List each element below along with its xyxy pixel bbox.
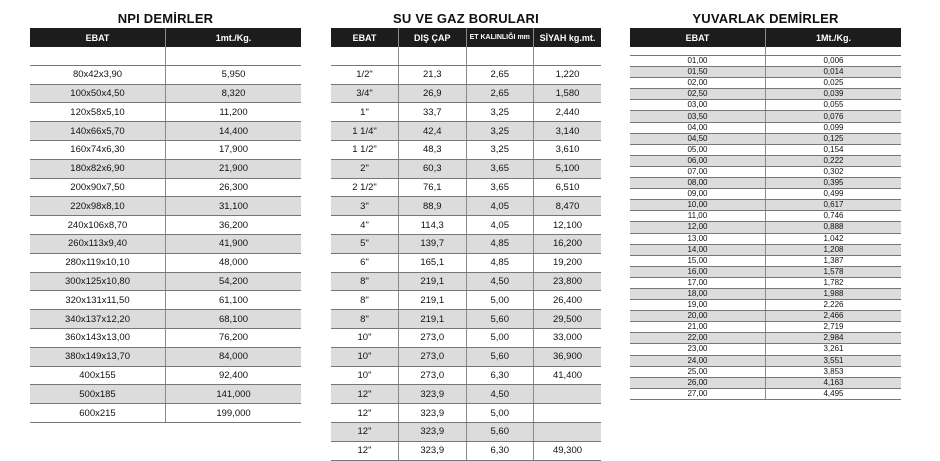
yuv-cell: 2,226	[766, 300, 902, 311]
yuv-header-weight: 1Mt./Kg.	[766, 28, 902, 47]
table-row	[630, 122, 901, 133]
npi-cell: 41,900	[166, 234, 302, 253]
table-row	[331, 103, 601, 122]
su-cell: 2"	[331, 159, 399, 178]
su-spacer-cell	[534, 47, 602, 65]
table-row	[30, 159, 301, 178]
npi-cell: 31,100	[166, 197, 302, 216]
yuv-cell: 16,00	[630, 266, 766, 277]
yuv-cell: 1,988	[766, 288, 902, 299]
table-row	[630, 133, 901, 144]
su-cell: 219,1	[399, 310, 467, 329]
yuv-header-row	[630, 28, 901, 47]
yuv-cell: 0,746	[766, 211, 902, 222]
su-spacer-cell	[466, 47, 534, 65]
yuv-cell: 15,00	[630, 255, 766, 266]
npi-cell: 17,900	[166, 140, 302, 159]
table-row	[30, 197, 301, 216]
su-cell: 323,9	[399, 404, 467, 423]
table-row	[30, 103, 301, 122]
su-cell: 5,00	[466, 291, 534, 310]
table-row	[630, 211, 901, 222]
su-cell: 219,1	[399, 272, 467, 291]
su-cell: 33,7	[399, 103, 467, 122]
yuv-cell: 25,00	[630, 366, 766, 377]
table-row	[630, 111, 901, 122]
yuv-cell: 04,50	[630, 133, 766, 144]
table-row	[630, 89, 901, 100]
su-cell: 1"	[331, 103, 399, 122]
table-row	[331, 347, 601, 366]
npi-table	[30, 28, 301, 423]
yuv-cell: 23,00	[630, 344, 766, 355]
yuv-cell: 3,551	[766, 355, 902, 366]
table-row	[630, 311, 901, 322]
su-cell: 8"	[331, 272, 399, 291]
yuv-body	[630, 47, 901, 399]
npi-cell: 360x143x13,00	[30, 328, 166, 347]
yuv-table	[630, 28, 901, 400]
table-row	[30, 234, 301, 253]
yuv-cell: 0,025	[766, 78, 902, 89]
yuv-cell: 22,00	[630, 333, 766, 344]
yuv-cell: 03,50	[630, 111, 766, 122]
yuv-cell: 11,00	[630, 211, 766, 222]
yuv-cell: 21,00	[630, 322, 766, 333]
table-row	[630, 277, 901, 288]
yuv-cell: 13,00	[630, 233, 766, 244]
su-cell: 12"	[331, 385, 399, 404]
yuv-cell: 2,719	[766, 322, 902, 333]
su-header-row	[331, 28, 601, 47]
table-row	[30, 216, 301, 235]
yuv-cell: 01,50	[630, 67, 766, 78]
su-cell: 12"	[331, 441, 399, 460]
table-row	[630, 244, 901, 255]
table-row	[331, 234, 601, 253]
yuv-cell: 14,00	[630, 244, 766, 255]
su-spacer-cell	[331, 47, 399, 65]
table-row	[331, 216, 601, 235]
npi-cell: 36,200	[166, 216, 302, 235]
npi-cell: 600x215	[30, 404, 166, 423]
table-row	[331, 310, 601, 329]
su-cell: 3,65	[466, 159, 534, 178]
su-cell: 19,200	[534, 253, 602, 272]
su-cell: 5,60	[466, 422, 534, 441]
table-row	[331, 366, 601, 385]
su-header-siyah: SİYAH kg.mt.	[534, 28, 602, 47]
yuv-cell: 0,006	[766, 56, 902, 67]
su-cell: 2 1/2"	[331, 178, 399, 197]
table-row	[630, 200, 901, 211]
npi-cell: 120x58x5,10	[30, 103, 166, 122]
su-panel	[331, 10, 601, 461]
npi-cell: 240x106x8,70	[30, 216, 166, 235]
npi-cell: 400x155	[30, 366, 166, 385]
su-cell: 6,30	[466, 366, 534, 385]
su-cell: 12"	[331, 422, 399, 441]
table-row	[630, 233, 901, 244]
su-cell: 2,65	[466, 84, 534, 103]
npi-cell: 200x90x7,50	[30, 178, 166, 197]
su-cell: 12"	[331, 404, 399, 423]
yuv-cell: 02,00	[630, 78, 766, 89]
table-row	[331, 253, 601, 272]
yuv-cell: 0,055	[766, 100, 902, 111]
table-row	[331, 178, 601, 197]
yuv-header-ebat: EBAT	[630, 28, 766, 47]
yuv-cell: 12,00	[630, 222, 766, 233]
yuv-cell: 02,50	[630, 89, 766, 100]
npi-cell: 260x113x9,40	[30, 234, 166, 253]
table-row	[30, 84, 301, 103]
table-row	[30, 366, 301, 385]
su-cell: 4,50	[466, 272, 534, 291]
su-cell: 41,400	[534, 366, 602, 385]
table-row	[630, 189, 901, 200]
su-cell: 88,9	[399, 197, 467, 216]
yuv-cell: 07,00	[630, 166, 766, 177]
su-cell: 8,470	[534, 197, 602, 216]
npi-cell: 8,320	[166, 84, 302, 103]
npi-title: NPI DEMİRLER	[117, 11, 214, 26]
npi-cell: 380x149x13,70	[30, 347, 166, 366]
npi-cell: 500x185	[30, 385, 166, 404]
su-cell: 323,9	[399, 385, 467, 404]
su-cell: 273,0	[399, 347, 467, 366]
su-cell: 8"	[331, 310, 399, 329]
yuv-cell: 0,222	[766, 155, 902, 166]
npi-cell: 5,950	[166, 65, 302, 84]
yuv-cell: 20,00	[630, 311, 766, 322]
yuv-cell: 1,578	[766, 266, 902, 277]
yuv-cell: 04,00	[630, 122, 766, 133]
table-row	[630, 388, 901, 399]
su-header-et-kalinligi: ET KALINLIĞI mm	[466, 28, 534, 47]
npi-cell: 280x119x10,10	[30, 253, 166, 272]
npi-cell: 14,400	[166, 122, 302, 141]
yuv-cell: 2,984	[766, 333, 902, 344]
yuv-cell: 4,495	[766, 388, 902, 399]
su-cell: 3,140	[534, 122, 602, 141]
table-row	[630, 266, 901, 277]
npi-cell: 80x42x3,90	[30, 65, 166, 84]
su-cell: 76,1	[399, 178, 467, 197]
yuv-cell: 09,00	[630, 189, 766, 200]
su-cell: 10"	[331, 366, 399, 385]
su-header-ebat: EBAT	[331, 28, 399, 47]
table-row	[630, 333, 901, 344]
table-row	[331, 404, 601, 423]
table-row	[331, 140, 601, 159]
table-row	[331, 65, 601, 84]
table-row	[630, 355, 901, 366]
su-cell: 48,3	[399, 140, 467, 159]
su-cell: 5,00	[466, 328, 534, 347]
table-row	[331, 159, 601, 178]
table-row	[30, 328, 301, 347]
su-cell: 5"	[331, 234, 399, 253]
su-cell: 4,05	[466, 197, 534, 216]
table-row	[630, 67, 901, 78]
table-row	[30, 272, 301, 291]
table-row	[331, 197, 601, 216]
su-cell: 4,05	[466, 216, 534, 235]
yuv-cell: 0,395	[766, 178, 902, 189]
yuv-cell: 0,617	[766, 200, 902, 211]
yuv-cell: 03,00	[630, 100, 766, 111]
yuv-cell: 4,163	[766, 377, 902, 388]
su-cell: 5,60	[466, 310, 534, 329]
npi-cell: 320x131x11,50	[30, 291, 166, 310]
table-row	[630, 344, 901, 355]
table-row	[630, 288, 901, 299]
npi-cell: 141,000	[166, 385, 302, 404]
yuv-cell: 06,00	[630, 155, 766, 166]
su-cell: 12,100	[534, 216, 602, 235]
yuv-cell: 1,782	[766, 277, 902, 288]
su-cell: 3,25	[466, 140, 534, 159]
su-cell: 1/2"	[331, 65, 399, 84]
npi-header-row	[30, 28, 301, 47]
su-cell: 165,1	[399, 253, 467, 272]
table-row	[331, 84, 601, 103]
su-cell: 273,0	[399, 366, 467, 385]
yuv-cell: 0,039	[766, 89, 902, 100]
yuv-cell: 0,888	[766, 222, 902, 233]
su-cell: 6"	[331, 253, 399, 272]
su-cell: 3,610	[534, 140, 602, 159]
yuv-cell: 19,00	[630, 300, 766, 311]
su-cell: 49,300	[534, 441, 602, 460]
yuv-spacer-cell	[766, 47, 902, 56]
su-cell: 2,65	[466, 65, 534, 84]
yuv-cell: 3,261	[766, 344, 902, 355]
table-row	[331, 385, 601, 404]
su-cell: 26,9	[399, 84, 467, 103]
su-cell: 4"	[331, 216, 399, 235]
table-row	[30, 347, 301, 366]
su-cell: 1 1/4"	[331, 122, 399, 141]
npi-cell: 180x82x6,90	[30, 159, 166, 178]
su-cell	[534, 385, 602, 404]
su-cell: 3,65	[466, 178, 534, 197]
yuv-cell: 0,302	[766, 166, 902, 177]
npi-cell: 100x50x4,50	[30, 84, 166, 103]
su-cell: 6,30	[466, 441, 534, 460]
yuv-cell: 27,00	[630, 388, 766, 399]
su-cell: 60,3	[399, 159, 467, 178]
yuv-cell: 0,499	[766, 189, 902, 200]
su-cell: 10"	[331, 347, 399, 366]
su-cell: 29,500	[534, 310, 602, 329]
npi-panel	[30, 10, 301, 423]
npi-cell: 61,100	[166, 291, 302, 310]
table-row	[30, 385, 301, 404]
su-cell: 219,1	[399, 291, 467, 310]
npi-cell: 300x125x10,80	[30, 272, 166, 291]
npi-cell: 68,100	[166, 310, 302, 329]
npi-cell: 84,000	[166, 347, 302, 366]
su-table	[331, 28, 601, 461]
su-cell: 4,85	[466, 253, 534, 272]
yuv-panel	[630, 10, 901, 400]
table-row	[630, 144, 901, 155]
yuv-cell: 24,00	[630, 355, 766, 366]
npi-cell: 48,000	[166, 253, 302, 272]
npi-cell: 26,300	[166, 178, 302, 197]
table-row	[630, 222, 901, 233]
table-row	[331, 422, 601, 441]
su-cell: 33,000	[534, 328, 602, 347]
su-cell: 5,00	[466, 404, 534, 423]
npi-spacer-cell	[30, 47, 166, 65]
npi-header-weight: 1mt./Kg.	[166, 28, 302, 47]
yuv-cell: 26,00	[630, 377, 766, 388]
table-row	[331, 328, 601, 347]
table-row	[30, 178, 301, 197]
su-cell: 5,60	[466, 347, 534, 366]
yuv-cell: 17,00	[630, 277, 766, 288]
table-row	[630, 255, 901, 266]
yuv-cell: 18,00	[630, 288, 766, 299]
yuv-cell: 01,00	[630, 56, 766, 67]
npi-cell: 160x74x6,30	[30, 140, 166, 159]
su-cell: 1,580	[534, 84, 602, 103]
su-cell	[534, 422, 602, 441]
yuv-cell: 3,853	[766, 366, 902, 377]
npi-header-ebat: EBAT	[30, 28, 166, 47]
su-cell: 1,220	[534, 65, 602, 84]
su-cell: 323,9	[399, 441, 467, 460]
yuv-cell: 2,466	[766, 311, 902, 322]
npi-cell: 21,900	[166, 159, 302, 178]
table-row	[331, 122, 601, 141]
npi-spacer-row	[30, 47, 301, 65]
table-row	[630, 178, 901, 189]
table-row	[331, 291, 601, 310]
table-row	[30, 404, 301, 423]
yuv-cell: 08,00	[630, 178, 766, 189]
su-spacer-row	[331, 47, 601, 65]
su-cell: 114,3	[399, 216, 467, 235]
su-cell: 6,510	[534, 178, 602, 197]
su-cell: 16,200	[534, 234, 602, 253]
npi-cell: 11,200	[166, 103, 302, 122]
table-row	[30, 310, 301, 329]
table-row	[30, 122, 301, 141]
su-cell: 3/4"	[331, 84, 399, 103]
table-row	[30, 140, 301, 159]
su-cell	[534, 404, 602, 423]
su-cell: 5,100	[534, 159, 602, 178]
table-row	[30, 253, 301, 272]
table-row	[30, 65, 301, 84]
su-body	[331, 47, 601, 460]
npi-body	[30, 47, 301, 422]
su-cell: 1 1/2"	[331, 140, 399, 159]
su-cell: 3,25	[466, 103, 534, 122]
yuv-cell: 0,076	[766, 111, 902, 122]
table-row	[331, 441, 601, 460]
table-row	[630, 155, 901, 166]
table-row	[630, 78, 901, 89]
table-row	[331, 272, 601, 291]
yuv-cell: 1,387	[766, 255, 902, 266]
table-row	[630, 100, 901, 111]
yuv-cell: 0,154	[766, 144, 902, 155]
table-row	[630, 377, 901, 388]
su-cell: 2,440	[534, 103, 602, 122]
su-cell: 3,25	[466, 122, 534, 141]
su-cell: 139,7	[399, 234, 467, 253]
su-cell: 36,900	[534, 347, 602, 366]
npi-cell: 220x98x8,10	[30, 197, 166, 216]
npi-cell: 199,000	[166, 404, 302, 423]
yuv-spacer-row	[630, 47, 901, 56]
table-row	[30, 291, 301, 310]
npi-cell: 92,400	[166, 366, 302, 385]
yuv-title: YUVARLAK DEMİRLER	[692, 11, 839, 26]
table-row	[630, 366, 901, 377]
su-cell: 23,800	[534, 272, 602, 291]
su-cell: 42,4	[399, 122, 467, 141]
yuv-cell: 1,208	[766, 244, 902, 255]
su-spacer-cell	[399, 47, 467, 65]
npi-cell: 340x137x12,20	[30, 310, 166, 329]
npi-cell: 76,200	[166, 328, 302, 347]
npi-cell: 140x66x5,70	[30, 122, 166, 141]
yuv-spacer-cell	[630, 47, 766, 56]
su-cell: 323,9	[399, 422, 467, 441]
su-title: SU VE GAZ BORULARI	[393, 11, 539, 26]
su-cell: 4,85	[466, 234, 534, 253]
yuv-cell: 0,125	[766, 133, 902, 144]
su-cell: 26,400	[534, 291, 602, 310]
su-cell: 3"	[331, 197, 399, 216]
npi-cell: 54,200	[166, 272, 302, 291]
yuv-cell: 1,042	[766, 233, 902, 244]
yuv-cell: 0,099	[766, 122, 902, 133]
su-cell: 4,50	[466, 385, 534, 404]
su-cell: 8"	[331, 291, 399, 310]
yuv-cell: 0,014	[766, 67, 902, 78]
table-row	[630, 322, 901, 333]
table-row	[630, 56, 901, 67]
npi-spacer-cell	[166, 47, 302, 65]
su-cell: 273,0	[399, 328, 467, 347]
yuv-cell: 05,00	[630, 144, 766, 155]
yuv-cell: 10,00	[630, 200, 766, 211]
su-header-dis-cap: DIŞ ÇAP	[399, 28, 467, 47]
table-row	[630, 166, 901, 177]
su-cell: 10"	[331, 328, 399, 347]
su-cell: 21,3	[399, 65, 467, 84]
table-row	[630, 300, 901, 311]
